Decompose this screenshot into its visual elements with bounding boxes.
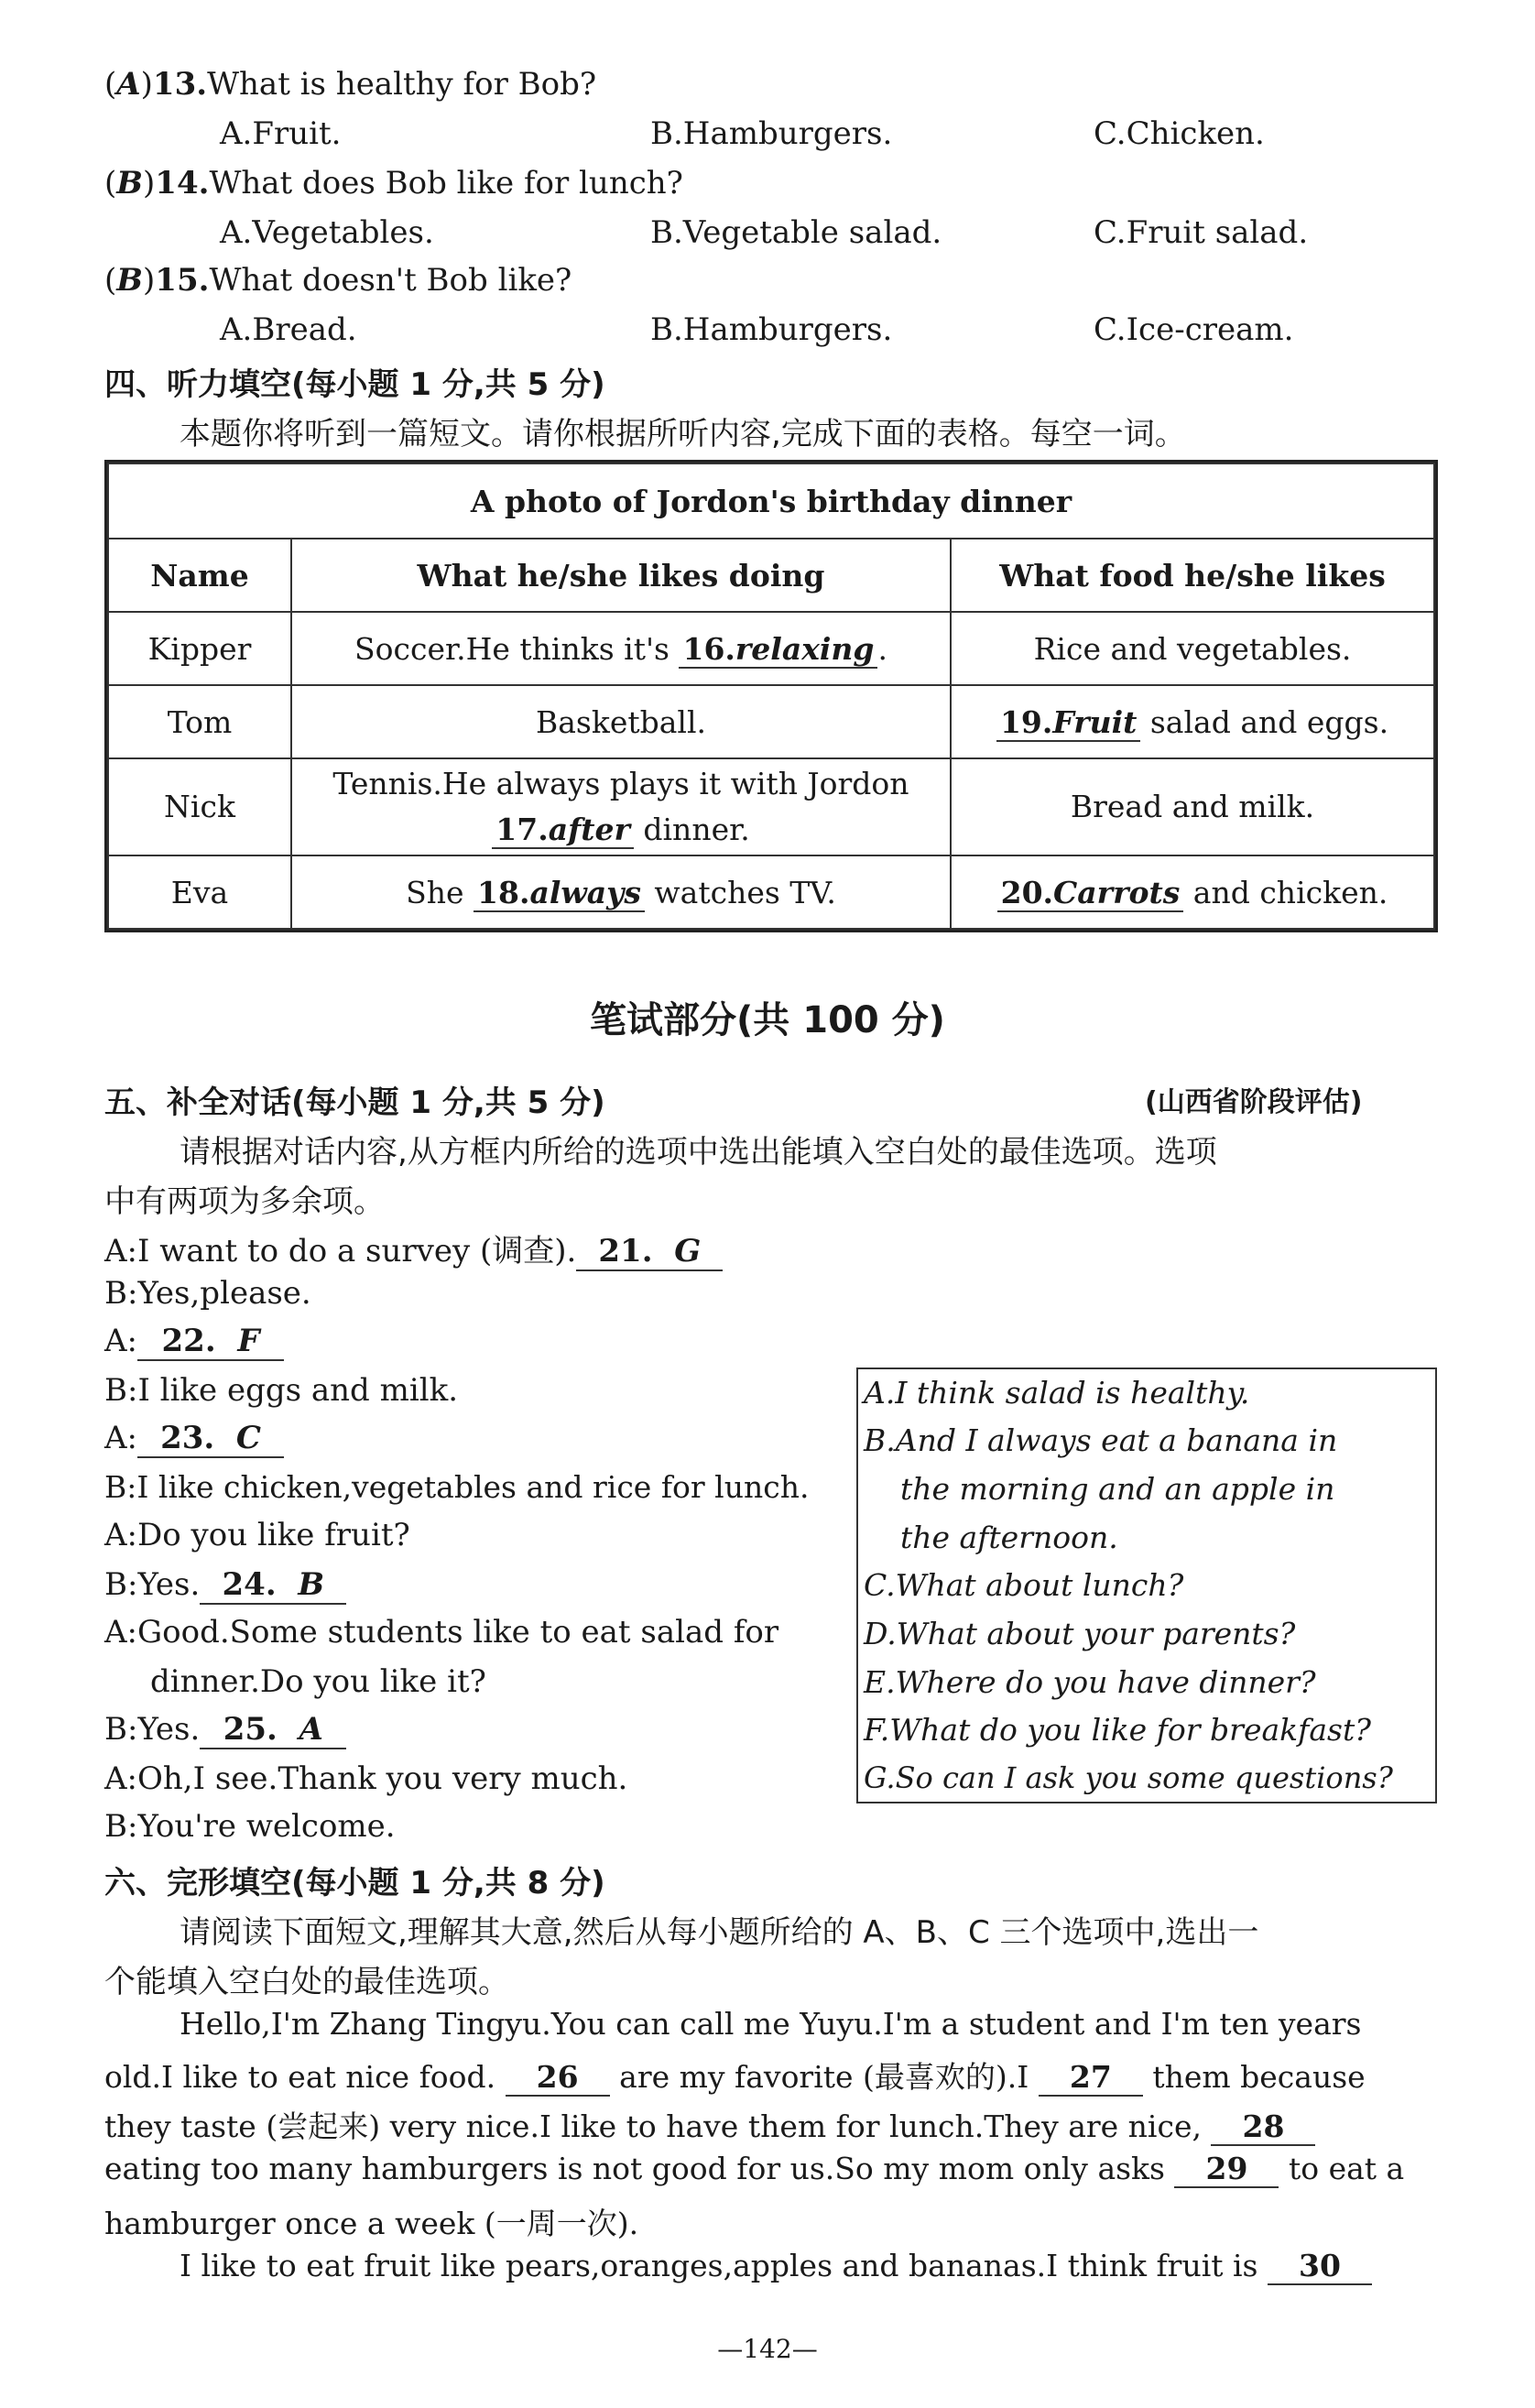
- option-14-c: C.Fruit salad.: [1094, 214, 1309, 251]
- option-b-cont-2: the afternoon.: [900, 1520, 1118, 1555]
- cell-text: .: [877, 630, 887, 667]
- page-number: —142—: [717, 2334, 818, 2364]
- blank-25: [200, 1711, 346, 1749]
- passage-text: to eat a: [1288, 2151, 1405, 2186]
- dialogue-text: A:I want to do a survey (调查).: [104, 1233, 577, 1269]
- passage-text: they taste (尝起来) very nice.I like to have them for lunch.They are nice,: [104, 2108, 1202, 2144]
- blank-answer: C: [235, 1420, 261, 1456]
- option-b-cont-1: the morning and an apple in: [900, 1471, 1335, 1507]
- option-b: B.And I always eat a banana in: [864, 1422, 1338, 1458]
- passage-line-2: [104, 2054, 1366, 2097]
- section-5-instruction-2: 中有两项为多余项。: [104, 1183, 385, 1220]
- qnum-14: 14.: [155, 165, 210, 202]
- section-4-heading: 四、听力填空(每小题 1 分,共 5 分): [104, 366, 605, 403]
- passage-text: them because: [1152, 2059, 1366, 2095]
- dialogue-line-11: [104, 1711, 346, 1749]
- qnum-13: 13.: [152, 66, 208, 103]
- cell-name: Kipper: [108, 612, 291, 685]
- option-15-b: B.Hamburgers.: [650, 311, 893, 348]
- option-g: G.So can I ask you some questions?: [864, 1760, 1393, 1795]
- blank-number: 17.: [495, 812, 549, 847]
- blank-24: [200, 1566, 346, 1605]
- blank-answer: B: [298, 1566, 325, 1603]
- cell-food: Rice and vegetables.: [951, 612, 1434, 685]
- table-caption: A photo of Jordon's birthday dinner: [108, 463, 1434, 539]
- cell-name: Tom: [108, 685, 291, 758]
- dialogue-line-5: [104, 1420, 284, 1458]
- question-text-13: What is healthy for Bob?: [207, 66, 597, 103]
- cell-doing: Basketball.: [291, 685, 951, 758]
- cell-text: Soccer.He thinks it's: [354, 630, 680, 667]
- paren: (: [104, 262, 117, 299]
- blank-18: [474, 875, 645, 912]
- header-name: Name: [108, 539, 291, 612]
- birthday-dinner-table: [104, 460, 1438, 932]
- paren: (: [104, 165, 117, 202]
- blank-number: 16.: [682, 630, 735, 667]
- option-f: F.What do you like for breakfast?: [864, 1712, 1371, 1748]
- question-text-14: What does Bob like for lunch?: [209, 165, 683, 202]
- options-box: [856, 1367, 1437, 1803]
- passage-line-5: hamburger once a week (一周一次).: [104, 2206, 639, 2241]
- option-13-b: B.Hamburgers.: [650, 115, 893, 152]
- blank-answer: Fruit: [1052, 703, 1138, 740]
- blank-21: [576, 1233, 723, 1271]
- option-14-b: B.Vegetable salad.: [650, 214, 942, 251]
- blank-number: 23.: [160, 1420, 215, 1456]
- cell-food: Bread and milk.: [951, 758, 1434, 855]
- blank-22: [137, 1323, 284, 1361]
- qnum-15: 15.: [155, 262, 210, 299]
- header-food: What food he/she likes: [951, 539, 1434, 612]
- option-e: E.Where do you have dinner?: [864, 1664, 1316, 1700]
- option-c: C.What about lunch?: [864, 1567, 1184, 1603]
- blank-answer: Carrots: [1053, 874, 1181, 910]
- answer-13: A: [116, 66, 141, 103]
- passage-line-3: [104, 2103, 1315, 2146]
- answer-15: B: [116, 262, 144, 299]
- blank-28: 28: [1211, 2108, 1315, 2146]
- section-4-instruction: 本题你将听到一篇短文。请你根据所听内容,完成下面的表格。每空一词。: [180, 416, 1186, 452]
- question-text-15: What doesn't Bob like?: [209, 262, 572, 299]
- dialogue-line-7: A:Do you like fruit?: [104, 1517, 410, 1553]
- blank-17: [492, 812, 634, 849]
- blank-number: 25.: [223, 1711, 278, 1748]
- cell-text: watches TV.: [644, 874, 836, 910]
- dialogue-line-2: B:Yes,please.: [104, 1275, 311, 1312]
- blank-30: 30: [1268, 2248, 1372, 2285]
- table-row: [108, 855, 1434, 929]
- blank-number: 21.: [598, 1233, 653, 1269]
- dialogue-text: B:Yes.: [104, 1711, 201, 1748]
- dialogue-line-12: A:Oh,I see.Thank you very much.: [104, 1760, 628, 1797]
- dialogue-line-4: B:I like eggs and milk.: [104, 1372, 459, 1409]
- cell-text: dinner.: [633, 812, 750, 847]
- blank-answer: after: [548, 812, 630, 847]
- blank-16: [679, 631, 877, 669]
- passage-line-1: Hello,I'm Zhang Tingyu.You can call me Yuyu.I'm a student and I'm ten years: [180, 2006, 1362, 2042]
- question-15: [104, 262, 572, 299]
- blank-answer: A: [299, 1711, 323, 1748]
- blank-number: 22.: [161, 1323, 216, 1359]
- dialogue-text: A:: [104, 1420, 138, 1456]
- blank-26: 26: [506, 2059, 610, 2097]
- blank-23: [137, 1420, 284, 1458]
- table-row: [108, 685, 1434, 758]
- blank-answer: F: [237, 1323, 260, 1359]
- table-row: [108, 758, 1434, 855]
- blank-number: 19.: [999, 703, 1053, 740]
- passage-text: eating too many hamburgers is not good for us.So my mom only asks: [104, 2151, 1165, 2186]
- blank-29: 29: [1174, 2151, 1279, 2188]
- dialogue-line-6: B:I like chicken,vegetables and rice for lunch.: [104, 1469, 810, 1505]
- blank-19: [996, 704, 1140, 742]
- dialogue-line-3: [104, 1323, 284, 1361]
- option-d: D.What about your parents?: [864, 1616, 1296, 1651]
- paren: ): [140, 66, 153, 103]
- dialogue-line-1: [104, 1226, 723, 1271]
- cell-text: salad and eggs.: [1140, 703, 1389, 740]
- cell-text: and chicken.: [1183, 874, 1388, 910]
- section-6-instruction-2: 个能填入空白处的最佳选项。: [104, 1964, 509, 2000]
- header-doing: What he/she likes doing: [291, 539, 951, 612]
- paren: ): [143, 262, 156, 299]
- blank-number: 20.: [1000, 874, 1054, 910]
- cell-text: She: [406, 874, 474, 910]
- dialogue-text: A:: [104, 1323, 138, 1359]
- blank-20: [997, 875, 1184, 912]
- cell-name: Eva: [108, 855, 291, 929]
- dialogue-text: B:Yes.: [104, 1566, 201, 1603]
- cell-doing: [291, 855, 951, 929]
- section-6-heading: 六、完形填空(每小题 1 分,共 8 分): [104, 1865, 605, 1901]
- section-6-instruction-1: 请阅读下面短文,理解其大意,然后从每小题所给的 A、B、C 三个选项中,选出一: [180, 1914, 1259, 1951]
- option-13-c: C.Chicken.: [1094, 115, 1265, 152]
- cell-doing: [291, 758, 951, 855]
- dialogue-line-9: A:Good.Some students like to eat salad for: [104, 1614, 779, 1651]
- option-14-a: A.Vegetables.: [220, 214, 434, 251]
- option-15-c: C.Ice-cream.: [1094, 311, 1294, 348]
- cell-food: [951, 685, 1434, 758]
- passage-text: I like to eat fruit like pears,oranges,apples and bananas.I think fruit is: [180, 2248, 1258, 2283]
- dialogue-line-13: B:You're welcome.: [104, 1808, 396, 1845]
- passage-text: are my favorite (最喜欢的).I: [619, 2059, 1029, 2095]
- answer-14: B: [116, 165, 144, 202]
- question-13: [104, 66, 596, 103]
- question-14: [104, 165, 683, 202]
- paren: ): [143, 165, 156, 202]
- passage-line-6: [180, 2248, 1372, 2285]
- section-5-heading: 五、补全对话(每小题 1 分,共 5 分): [104, 1084, 605, 1121]
- section-5-instruction-1: 请根据对话内容,从方框内所给的选项中选出能填入空白处的最佳选项。选项: [180, 1134, 1217, 1171]
- section-5-source: (山西省阶段评估): [1145, 1086, 1363, 1118]
- written-part-title: 笔试部分(共 100 分): [590, 999, 945, 1041]
- dialogue-line-8: [104, 1566, 346, 1605]
- dialogue-line-10: dinner.Do you like it?: [150, 1663, 486, 1700]
- blank-number: 24.: [222, 1566, 277, 1603]
- blank-number: 18.: [477, 874, 530, 910]
- blank-answer: relaxing: [735, 630, 875, 667]
- cell-name: Nick: [108, 758, 291, 855]
- option-15-a: A.Bread.: [220, 311, 357, 348]
- cell-doing: [291, 612, 951, 685]
- option-a: A.I think salad is healthy.: [864, 1375, 1250, 1411]
- blank-27: 27: [1039, 2059, 1143, 2097]
- cell-food: [951, 855, 1434, 929]
- cell-text: Tennis.He always plays it with Jordon: [332, 766, 909, 801]
- blank-answer: G: [674, 1233, 702, 1269]
- passage-text: old.I like to eat nice food.: [104, 2059, 496, 2095]
- option-13-a: A.Fruit.: [220, 115, 342, 152]
- passage-line-4: [104, 2151, 1404, 2188]
- paren: (: [104, 66, 117, 103]
- blank-answer: always: [529, 874, 641, 910]
- table-row: [108, 612, 1434, 685]
